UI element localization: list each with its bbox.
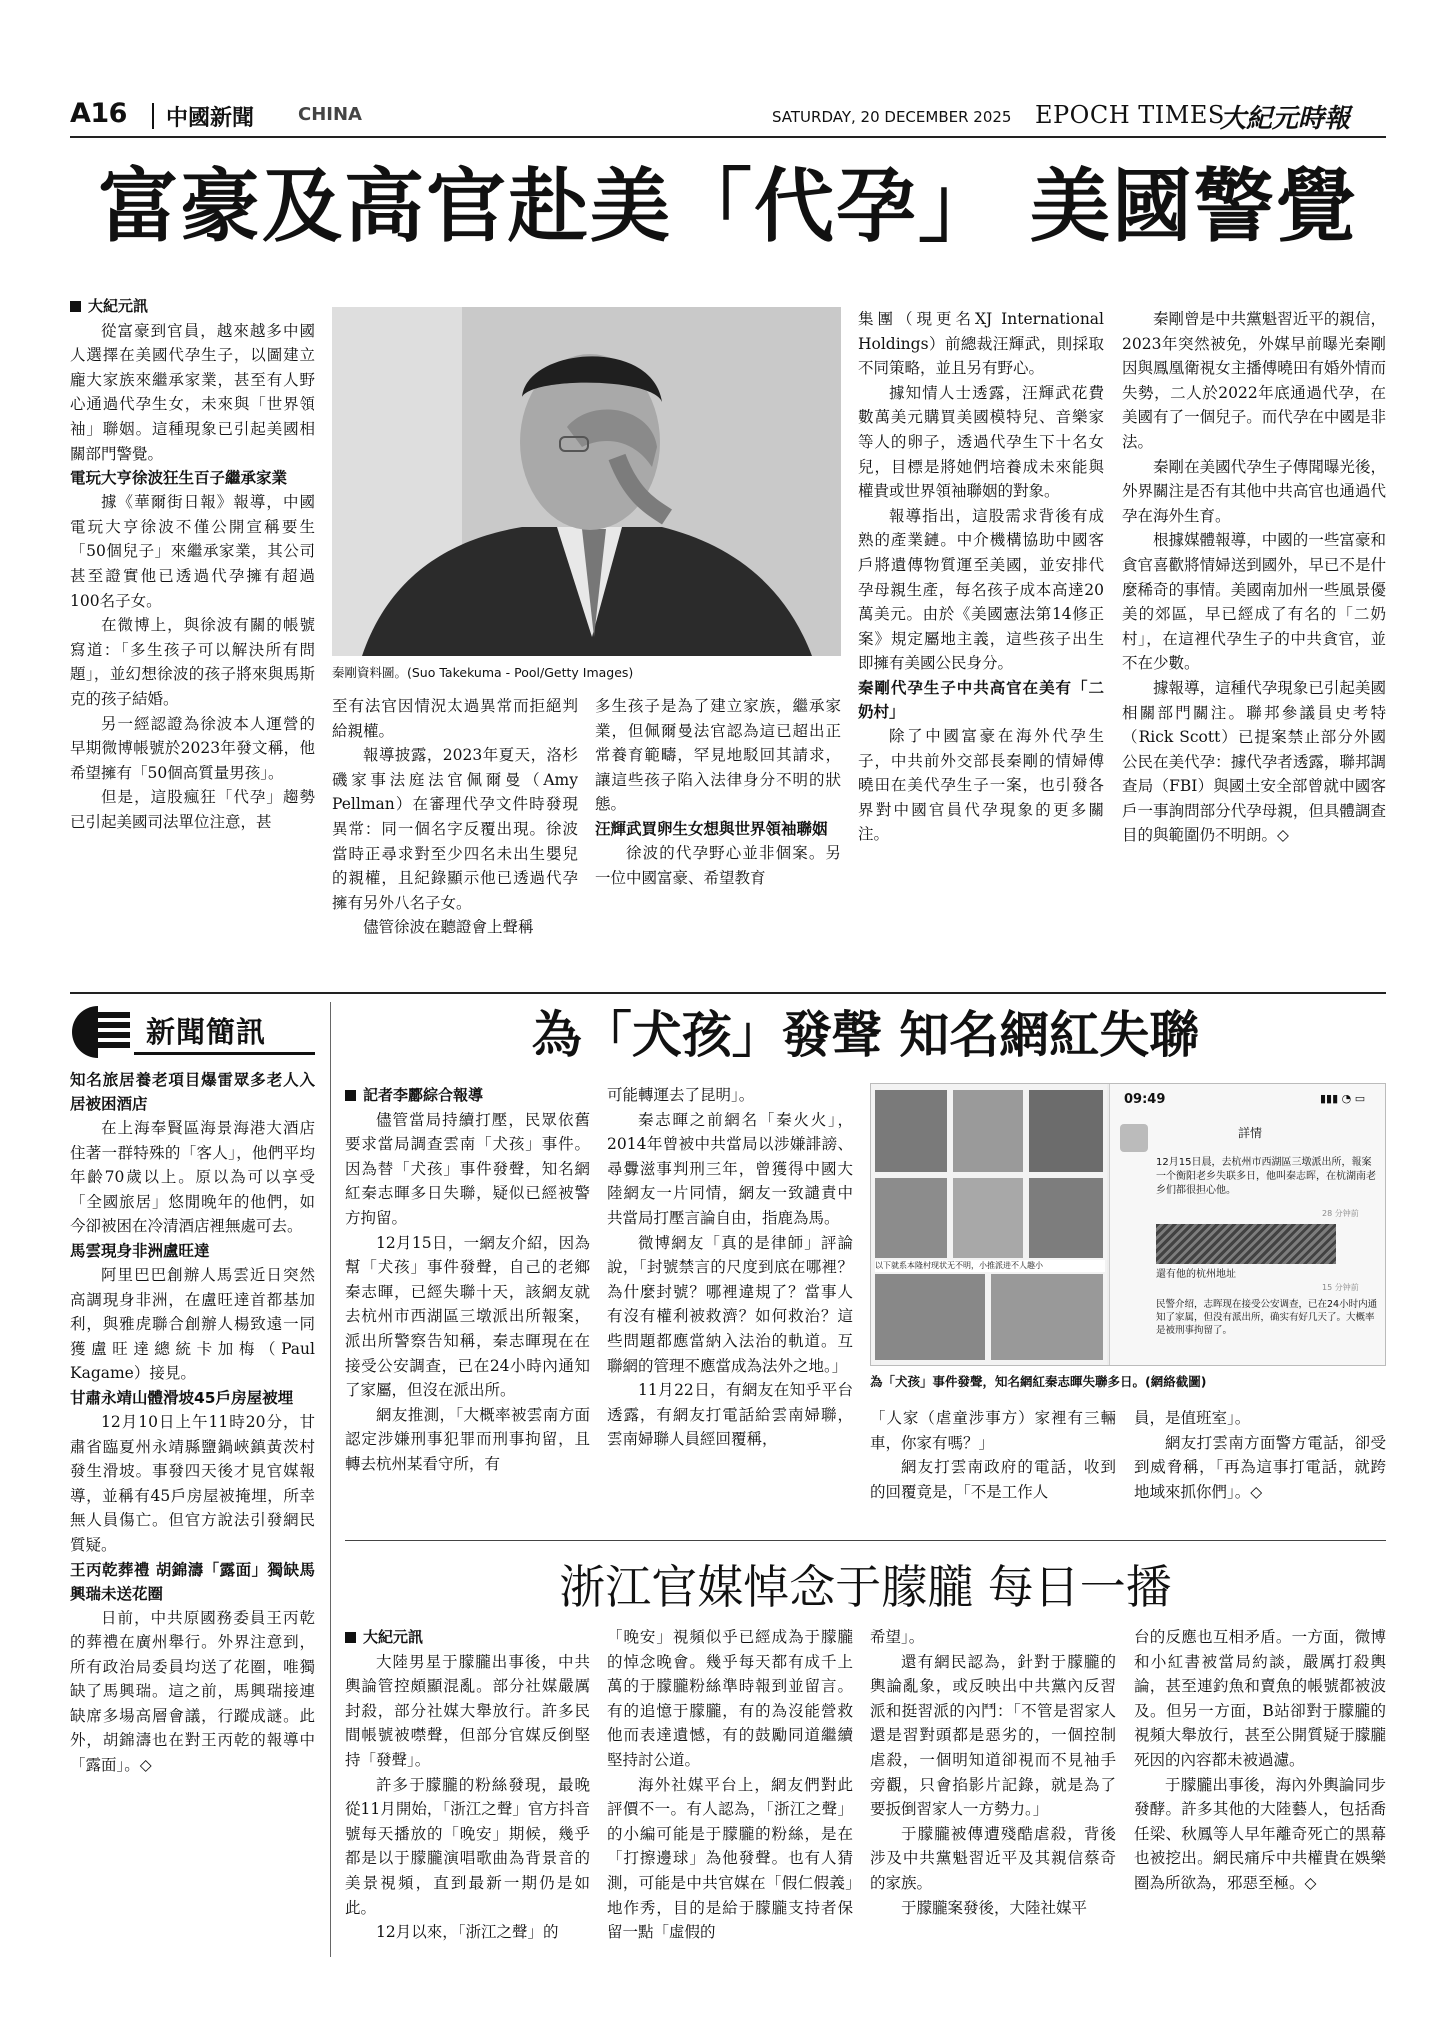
story2-byline: 記者李酈綜合報導 (345, 1083, 590, 1108)
story1-column-2 (332, 694, 578, 984)
paragraph: 徐波的代孕野心並非個案。另一位中國富豪、希望教育 (595, 843, 841, 887)
section-title-en: CHINA (298, 104, 362, 125)
issue-date: SATURDAY, 20 DECEMBER 2025 (772, 108, 1012, 126)
story2-photo-caption: 為「犬孩」事件發聲，知名網紅秦志暉失聯多日。(網絡截圖) (870, 1374, 1207, 1389)
story1-column-4 (858, 307, 1104, 984)
brief-item (70, 1239, 315, 1386)
story2-column-1 (345, 1083, 590, 1531)
brief-body: 阿里巴巴創辦人馬雲近日突然高調現身非洲，在盧旺達首都基加利，與雅虎聯合創辦人楊致遠一同獲盧旺達總統卡加梅（Paul Kagame）接見。 (70, 1265, 315, 1383)
section-divider (70, 992, 1386, 994)
paragraph: 但是，這股瘋狂「代孕」趨勢已引起美國司法單位注意，甚 (70, 788, 315, 831)
paragraph: 秦志暉之前網名「秦火火」，2014年曾被中共當局以涉嫌誹謗、尋釁滋事判刑三年，曾獲得中國大陸網友一片同情，網友一致譴責中共當局打壓言論自由，指鹿為馬。 (607, 1110, 853, 1227)
brief-headline: 知名旅居養老項目爆雷眾多老人入居被困酒店 (70, 1071, 315, 1113)
story2-column-2 (607, 1083, 853, 1531)
masthead-divider (152, 103, 154, 129)
brief-item (70, 1558, 315, 1778)
paragraph: 根據媒體報導，中國的一些富豪和貪官喜歡將情婦送到國外，早已不是什麼稀奇的事情。美國南加州一些風景優美的郊區，早已經成了有名的「二奶村」，在這裡代孕生子的中共貪官，並不在少數。 (1122, 531, 1386, 673)
story1-column-3 (595, 694, 841, 984)
paragraph: 至有法官因情況太過異常而拒絕判給親權。 (332, 697, 578, 740)
story3-column-3 (870, 1625, 1116, 1958)
paper-name-cn: 大紀元時報 (1220, 104, 1351, 134)
paragraph: 于朦朧案發後，大陸社媒平 (901, 1898, 1088, 1917)
briefs-header (70, 1002, 315, 1062)
page-number: A16 (70, 98, 127, 129)
story3-headline: 浙江官媒悼念于朦朧 每日一播 (559, 1560, 1172, 1614)
paragraph: 網友推測，「大概率被雲南方面認定涉嫌刑事犯罪而刑事拘留，且轉去杭州某看守所，有 (345, 1405, 590, 1473)
brief-headline: 甘肅永靖山體滑坡45戶房屋被埋 (70, 1388, 294, 1407)
story1-byline: 大紀元訊 (70, 294, 315, 319)
paragraph: 12月以來，「浙江之聲」的 (376, 1923, 559, 1942)
paragraph: 據《華爾街日報》報導，中國電玩大亨徐波不僅公開宣稱要生「50個兒子」來繼承家業，其公司甚至證實他已透過代孕擁有超過100名子女。 (70, 493, 315, 610)
story2-bottom-rule (345, 1540, 1386, 1541)
story2-headline: 為「犬孩」發聲 知名網紅失聯 (531, 1006, 1200, 1064)
briefs-title: 新聞簡訊 (146, 1015, 267, 1049)
brief-item (70, 1386, 315, 1558)
brief-headline: 王丙乾葬禮 胡錦濤「露面」獨缺馬興瑞未送花圈 (70, 1560, 315, 1603)
phone-screen-title: 詳情 (1238, 1126, 1263, 1140)
paragraph: 11月22日，有網友在知乎平台透露，有網友打電話給雲南婦聯，雲南婦聯人員經回覆稱， (607, 1381, 853, 1449)
paragraph: 還有網民認為，針對于朦朧的輿論亂象，或反映出中共黨內反習派和挺習派的內鬥：「不管是習家人還是習對頭都是惡劣的，一個控制虐殺，一個明知道卻視而不見袖手旁觀，只會掐影片記錄，就是為了要扳倒習家人一方勢力。」 (870, 1652, 1116, 1819)
paragraph: 多生孩子是為了建立家族，繼承家業，但佩爾曼法官認為這已超出正常養育範疇，罕見地駁回其請求，讓這些孩子陷入法律身分不明的狀態。 (595, 697, 841, 814)
phone-message-3: 民警介绍，志晖现在接受公安调查，已在24小时内通知了家属，但没有派出所，确实有好几天了。大概率是被刑事拘留了。 (1156, 1299, 1378, 1336)
phone-message-1: 12月15日晨，去杭州市西湖區三墩派出所，報案一个衡阳老乡失联多日，他叫秦志晖，在杭湖南老乡们都很担心他。 (1156, 1157, 1376, 1196)
paragraph: 希望」。 (870, 1628, 925, 1646)
person-photo-icon (332, 307, 841, 656)
story1-column-1 (70, 294, 315, 984)
paragraph: 許多于朦朧的粉絲發現，最晚從11月開始，「浙江之聲」官方抖音號每天播放的「晚安」期候，幾乎都是以于朦朧演唱歌曲為背景音的美景視頻，直到最新一期仍是如此。 (345, 1775, 590, 1917)
paragraph: 儘管徐波在聽證會上聲稱 (363, 918, 534, 937)
video-collage-icon (871, 1084, 1107, 1365)
paragraph: 網友打雲南政府的電話，收到的回覆竟是，「不是工作人 (870, 1458, 1116, 1501)
story2-screenshot-collage (870, 1083, 1386, 1366)
brief-body: 12月10日上午11時20分，甘肅省臨夏州永靖縣鹽鍋峽鎮黃茨村發生滑坡。事發四天後才見官媒報導，並稱有45戶房屋被掩埋，所幸無人員傷亡。但官方說法引發網民質疑。 (70, 1412, 315, 1554)
paragraph: 報導披露，2023年夏天，洛杉磯家事法庭法官佩爾曼（Amy Pellman）在審理代孕文件時發現異常：同一個名字反覆出現。徐波當時正尋求對至少四名未出生嬰兒的親權，且紀錄顯示他已透過代孕擁有另外八名子女。 (332, 746, 578, 912)
story3-byline: 大紀元訊 (345, 1625, 590, 1650)
phone-message-2: 還有他的杭州地址 (1156, 1269, 1236, 1280)
phone-timestamp-1: 28 分钟前 (1322, 1209, 1359, 1218)
paragraph: 12月15日，一網友介紹，因為幫「犬孩」事件發聲，自己的老鄉秦志暉，已經失聯十天，該網友就去杭州市西湖區三墩派出所報案，派出所警察告知稱，秦志暉現在在接受公安調查，已在24小時內通知了家屬，但沒在派出所。 (345, 1233, 590, 1400)
paragraph: 網友打雲南方面警方電話，卻受到威脅稱，「再為這事打電話，就跨地域來抓你們」。◇ (1134, 1433, 1386, 1501)
brief-body: 日前，中共原國務委員王丙乾的葬禮在廣州舉行。外界注意到，所有政治局委員均送了花圈，唯獨缺了馬興瑞。這之前，馬興瑞接連缺席多場高層會議，行蹤成謎。此外，胡錦濤也在對王丙乾的報導中「露面」。◇ (70, 1608, 315, 1775)
briefs-header-underline (134, 1052, 315, 1055)
paragraph: 「人家（虐童涉事方）家裡有三輛車，你家有嗎？」 (870, 1409, 1116, 1452)
paragraph: 秦剛在美國代孕生子傳聞曝光後，外界關注是否有其他中共高官也通過代孕在海外生育。 (1122, 457, 1386, 525)
story3-column-4 (1134, 1625, 1386, 1958)
paragraph: 據知情人士透露，汪輝武花費數萬美元購買美國模特兒、音樂家等人的卵子，透過代孕生下十名女兒，目標是將她們培養成未來能與權貴或世界領袖聯姻的對象。 (858, 383, 1104, 501)
masthead-rule (70, 136, 1386, 138)
paragraph: 秦剛曾是中共黨魁習近平的親信，2023年突然被免，外媒早前曝光秦剛因與鳳凰衛視女主播傅曉田有婚外情而失勢，二人於2022年底通過代孕，在美國有了一個兒子。而代孕在中國是非法。 (1122, 310, 1386, 451)
paragraph: 據報導，這種代孕現象已引起美國相關部門關注。聯邦參議員史考特（Rick Scott）已提案禁止部分外國公民在美代孕：據代孕者透露，聯邦調查局（FBI）與國土安全部曾就中國客戶一事詢問部分代孕母親，但具體調查目的與範圍仍不明朗。◇ (1122, 678, 1386, 845)
paper-name-en: EPOCH TIMES (1035, 101, 1225, 129)
briefs-vertical-rule (330, 1002, 331, 1957)
redaction-scribble (1156, 1224, 1336, 1264)
news-brief-icon (70, 1004, 134, 1060)
story1-column-5 (1122, 307, 1386, 984)
phone-avatar (1120, 1124, 1148, 1152)
paragraph: 可能轉運去了昆明」。 (607, 1086, 755, 1104)
paragraph: 從富豪到官員，越來越多中國人選擇在美國代孕生子，以圖建立龐大家族來繼承家業，甚至有人野心通過代孕生女，未來與「世界領袖」聯姻。這種現象已引起美國相關部門警覺。 (70, 321, 315, 463)
paragraph: 在微博上，與徐波有關的帳號寫道：「多生孩子可以解決所有問題」，並幻想徐波的孩子將來與馬斯克的孩子結婚。 (70, 616, 315, 708)
story1-subheading-2: 汪輝武買卵生女想與世界領袖聯姻 (595, 819, 828, 838)
masthead (70, 98, 1386, 138)
phone-time: 09:49 (1124, 1092, 1166, 1107)
collage-strip-caption: 以下就系本隆村现状无不明，小推派进不人趣小 (875, 1260, 1105, 1272)
story1-subheading-1: 電玩大亨徐波狂生百子繼承家業 (70, 469, 288, 488)
brief-headline: 馬雲現身非洲盧旺達 (70, 1241, 210, 1260)
story3-column-1 (345, 1625, 590, 1958)
paragraph: 報導指出，這股需求背後有成熟的產業鏈。中介機構協助中國客戶將遺傳物質運至美國，並安排代孕母親生產，每名孩子成本高達20萬美元。由於《美國憲法第14修正案》規定屬地主義，這些孩子出生即擁有美國公民身分。 (858, 506, 1104, 673)
briefs-column (70, 1068, 315, 1958)
phone-timestamp-2: 15 分钟前 (1322, 1283, 1359, 1292)
paragraph: 台的反應也互相矛盾。一方面，微博和小紅書被當局約談，嚴厲打殺輿論，甚至連釣魚和賣魚的帳號都被波及。但另一方面，B站卻對于朦朧的視頻大舉放行，甚至公開質疑于朦朧死因的內容都未被過濾。 (1134, 1628, 1386, 1769)
brief-body: 在上海奉賢區海景海港大酒店住著一群特殊的「客人」，他們平均年齡70歲以上。原以為可以享受「全國旅居」悠閒晚年的他們，如今卻被困在冷清酒店裡無處可去。 (70, 1119, 315, 1236)
paragraph: 除了中國富豪在海外代孕生子，中共前外交部長秦剛的情婦傅曉田在美代孕生子一案，也引發各界對中國官員代孕現象的更多關注。 (858, 726, 1104, 844)
paragraph: 另一經認證為徐波本人運營的早期微博帳號於2023年發文稱，他希望擁有「50個高質量男孩」。 (70, 714, 315, 782)
paragraph: 微博網友「真的是律師」評論說，「封號禁言的尺度到底在哪裡？為什麼封號？哪裡違規了？當事人有沒有權利被救濟？如何救治？這些問題都應當納入法治的軌道。互聯網的管理不應當成為法外之地。」 (607, 1233, 853, 1375)
paragraph: 于朦朧出事後，海內外輿論同步發酵。許多其他的大陸藝人，包括喬任梁、秋鳳等人早年離奇死亡的黑幕也被挖出。網民痛斥中共權貴在娛樂圈為所欲為，邪惡至極。◇ (1134, 1775, 1386, 1892)
section-title: 中國新聞 (166, 106, 255, 131)
paragraph: 集團（現更名XJ International Holdings）前總裁汪輝武，則採取不同策略，並且另有野心。 (858, 310, 1104, 378)
paragraph: 大陸男星于朦朧出事後，中共輿論管控頗顯混亂。部分社媒嚴厲封殺，部分社媒大舉放行。許多民間帳號被噤聲，但部分官媒反倒堅持「發聲」。 (345, 1652, 590, 1769)
paragraph: 儘管當局持續打壓，民眾依舊要求當局調查雲南「犬孩」事件。因為替「犬孩」事件發聲，知名網紅秦志暉多日失聯，疑似已經被警方拘留。 (345, 1110, 590, 1227)
story1-headline: 富豪及高官赴美「代孕」 美國警覺 (98, 160, 1358, 253)
paragraph: 于朦朧被傳遭殘酷虐殺，背後涉及中共黨魁習近平及其親信蔡奇的家族。 (870, 1824, 1116, 1892)
phone-screenshot (1109, 1084, 1386, 1365)
paragraph: 「晚安」視頻似乎已經成為于朦朧的悼念晚會。幾乎每天都有成千上萬的于朦朧粉絲準時報到並留言。有的追憶于朦朧，有的為沒能營救他而表達遺憾，有的鼓勵同道繼續堅持討公道。 (607, 1628, 853, 1769)
paragraph: 員，是值班室」。 (1134, 1409, 1251, 1427)
signal-battery-icon: ▮▮▮ ◔ ▭ (1320, 1092, 1366, 1105)
paragraph: 海外社媒平台上，網友們對此評價不一。有人認為，「浙江之聲」的小編可能是于朦朧的粉絲，是在「打擦邊球」為他發聲。也有人猜測，可能是中共官媒在「假仁假義」地作秀，目的是給于朦朧支持者保留一點「虛假的 (607, 1775, 853, 1942)
story1-photo (332, 307, 841, 656)
story1-photo-caption: 秦剛資料圖。(Suo Takekuma - Pool/Getty Images) (332, 665, 634, 680)
story3-column-2 (607, 1625, 853, 1958)
story1-subheading-3: 秦剛代孕生子中共高官在美有「二奶村」 (858, 678, 1104, 721)
story2-column-3 (870, 1406, 1116, 1531)
story2-column-4 (1134, 1406, 1386, 1531)
brief-item (70, 1068, 315, 1239)
